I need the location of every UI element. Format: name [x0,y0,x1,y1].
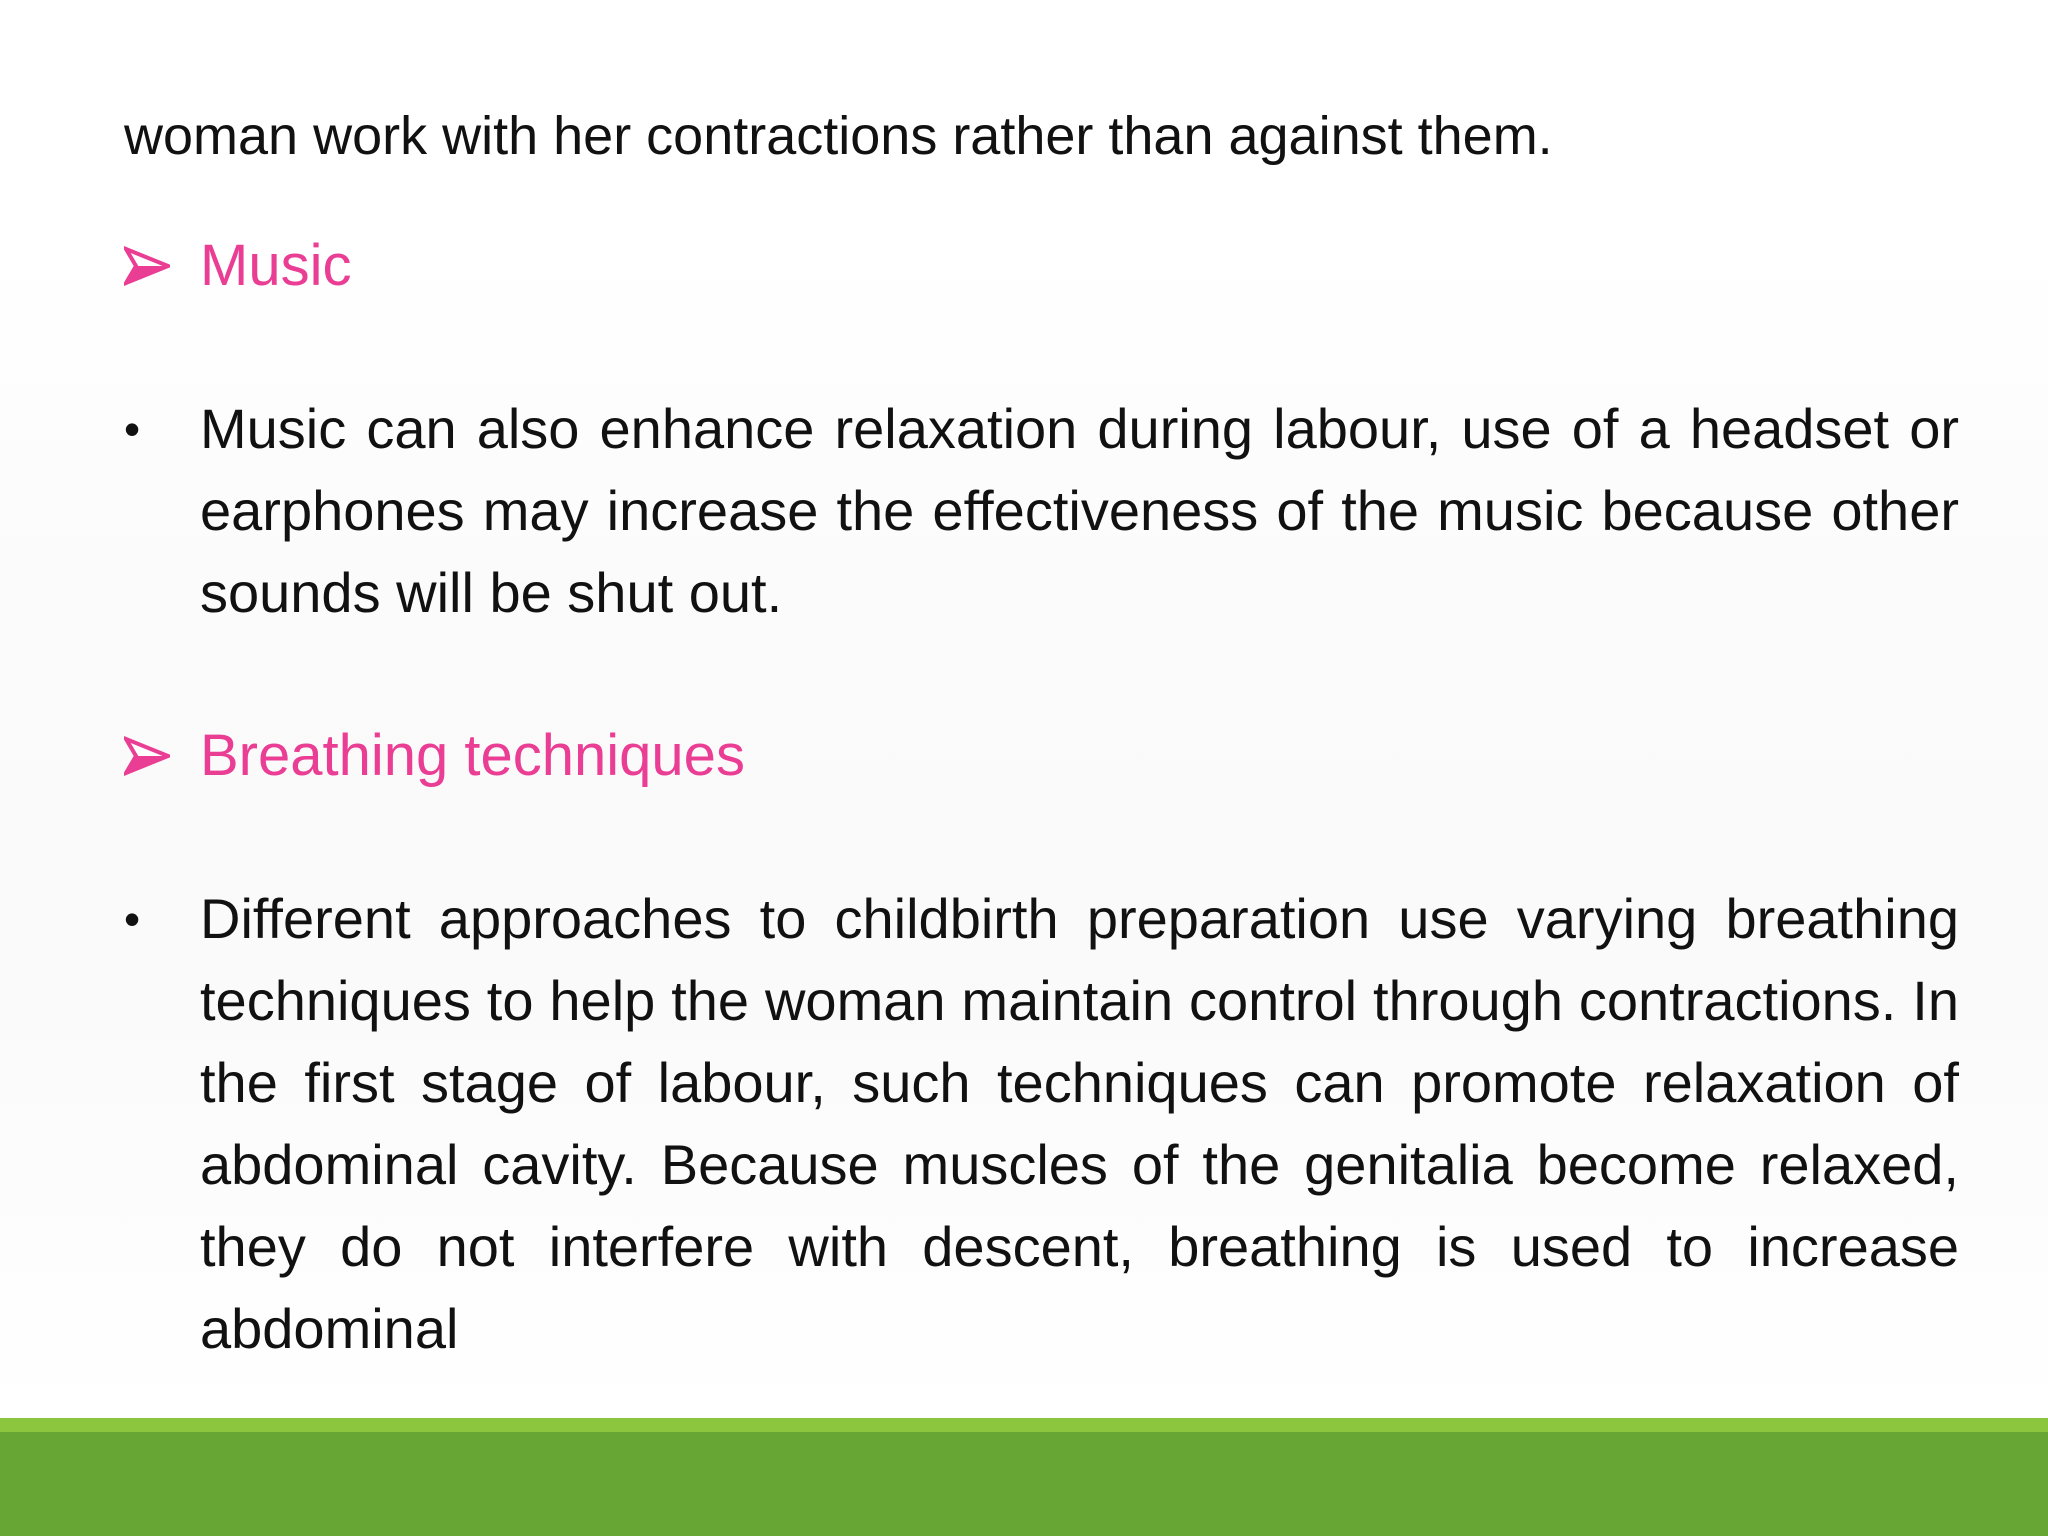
bullet-text: Music can also enhance relaxation during labour, use of a headset or earphones may increase the effectiveness of the music because other sounds will be shut out. [200,397,1959,624]
footer-stripe-light [0,1418,2048,1432]
footer-bar [0,1432,2048,1536]
section-heading-music [124,230,1959,302]
bullet-text: Different approaches to childbirth preparation use varying breathing techniques to help the woman maintain control through contractions. In the first stage of labour, such techniques can promote relaxation of abdominal cavity. Because muscles of the genitalia become relaxed, they do not interfere with descent, breathing is used to increase abdominal [200,887,1959,1360]
section-heading-label: Breathing techniques [200,723,745,788]
arrowhead-bullet-icon [124,246,200,286]
intro-line: woman work with her contractions rather than against them. [124,106,1553,166]
slide-content [124,100,1959,1370]
bullet-item-breathing [124,878,1959,1370]
dot-bullet-icon: • [124,403,141,455]
arrowhead-bullet-icon [124,736,200,776]
dot-bullet-icon: • [124,893,141,945]
section-heading-label: Music [200,233,352,298]
bullet-item-music [124,388,1959,634]
section-heading-breathing [124,720,1959,792]
